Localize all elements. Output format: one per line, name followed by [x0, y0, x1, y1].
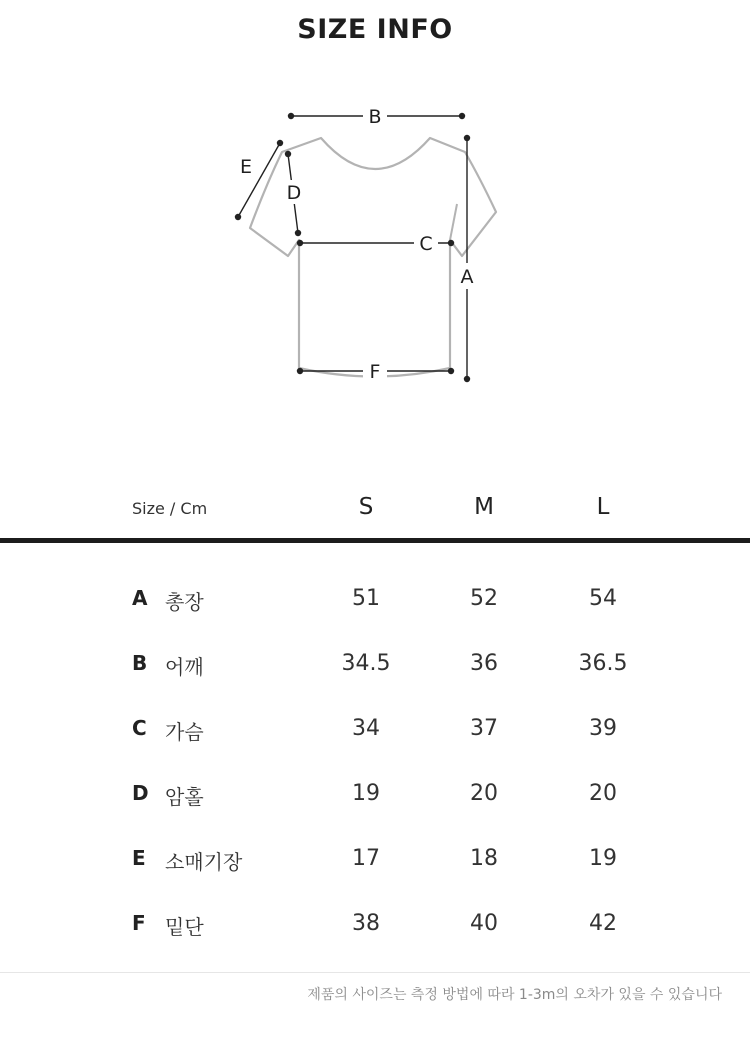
row-measure-name: 가슴	[165, 720, 204, 744]
table-row	[0, 773, 750, 813]
table-row	[0, 643, 750, 683]
measure-f-start-dot	[297, 368, 303, 374]
size-header-s: S	[358, 494, 374, 520]
measure-b-start-dot	[288, 113, 294, 119]
row-letter: E	[132, 846, 146, 870]
table-row	[0, 708, 750, 748]
row-value-m: 36	[470, 651, 498, 676]
row-letter: F	[132, 911, 146, 935]
measure-c-label: C	[419, 233, 433, 255]
row-letter: B	[132, 651, 148, 675]
table-row	[0, 578, 750, 618]
measure-f-end-dot	[448, 368, 454, 374]
tshirt-measurement-diagram	[0, 0, 750, 420]
row-value-s: 51	[352, 586, 380, 611]
row-measure-name: 어깨	[165, 655, 204, 679]
measure-b-end-dot	[459, 113, 465, 119]
row-value-l: 20	[589, 781, 617, 806]
row-measure-name: 총장	[165, 590, 204, 614]
measurement-disclaimer: 제품의 사이즈는 측정 방법에 따라 1-3m의 오차가 있을 수 있습니다	[307, 987, 722, 1003]
table-row	[0, 838, 750, 878]
measure-d-label: D	[286, 182, 302, 204]
row-value-m: 20	[470, 781, 498, 806]
row-letter: A	[132, 586, 148, 610]
measure-e-label: E	[239, 156, 253, 178]
size-unit-header: Size / Cm	[132, 499, 208, 518]
row-value-s: 34	[352, 716, 380, 741]
row-value-m: 37	[470, 716, 498, 741]
row-measure-name: 암홀	[165, 785, 204, 809]
row-value-m: 40	[470, 911, 498, 936]
table-row	[0, 903, 750, 943]
row-measure-name: 소매기장	[165, 850, 243, 874]
tshirt-inner-fold	[450, 204, 457, 240]
size-header-l: L	[596, 494, 610, 520]
row-value-l: 39	[589, 716, 617, 741]
measure-e-start-dot	[277, 140, 283, 146]
row-measure-name: 밑단	[165, 915, 204, 939]
row-value-l: 54	[589, 586, 617, 611]
measure-d-start-dot	[285, 151, 291, 157]
measure-b-label: B	[368, 106, 382, 128]
measure-d-end-dot	[295, 230, 301, 236]
tshirt-outline	[250, 138, 496, 377]
row-value-s: 38	[352, 911, 380, 936]
measure-a-label: A	[460, 266, 474, 288]
measure-c-end-dot	[448, 240, 454, 246]
row-letter: D	[132, 781, 149, 805]
measure-a-end-dot	[464, 376, 470, 382]
row-value-m: 52	[470, 586, 498, 611]
page-title: SIZE INFO	[297, 14, 453, 45]
row-value-s: 17	[352, 846, 380, 871]
row-letter: C	[132, 716, 147, 740]
row-value-s: 34.5	[341, 651, 391, 676]
measure-e-end-dot	[235, 214, 241, 220]
header-divider	[0, 538, 750, 543]
footer-divider	[0, 972, 750, 973]
row-value-l: 36.5	[578, 651, 628, 676]
row-value-l: 19	[589, 846, 617, 871]
row-value-l: 42	[589, 911, 617, 936]
measure-a-start-dot	[464, 135, 470, 141]
size-header-m: M	[474, 494, 494, 520]
measure-f-label: F	[369, 361, 381, 383]
row-value-s: 19	[352, 781, 380, 806]
row-value-m: 18	[470, 846, 498, 871]
measure-c-start-dot	[297, 240, 303, 246]
